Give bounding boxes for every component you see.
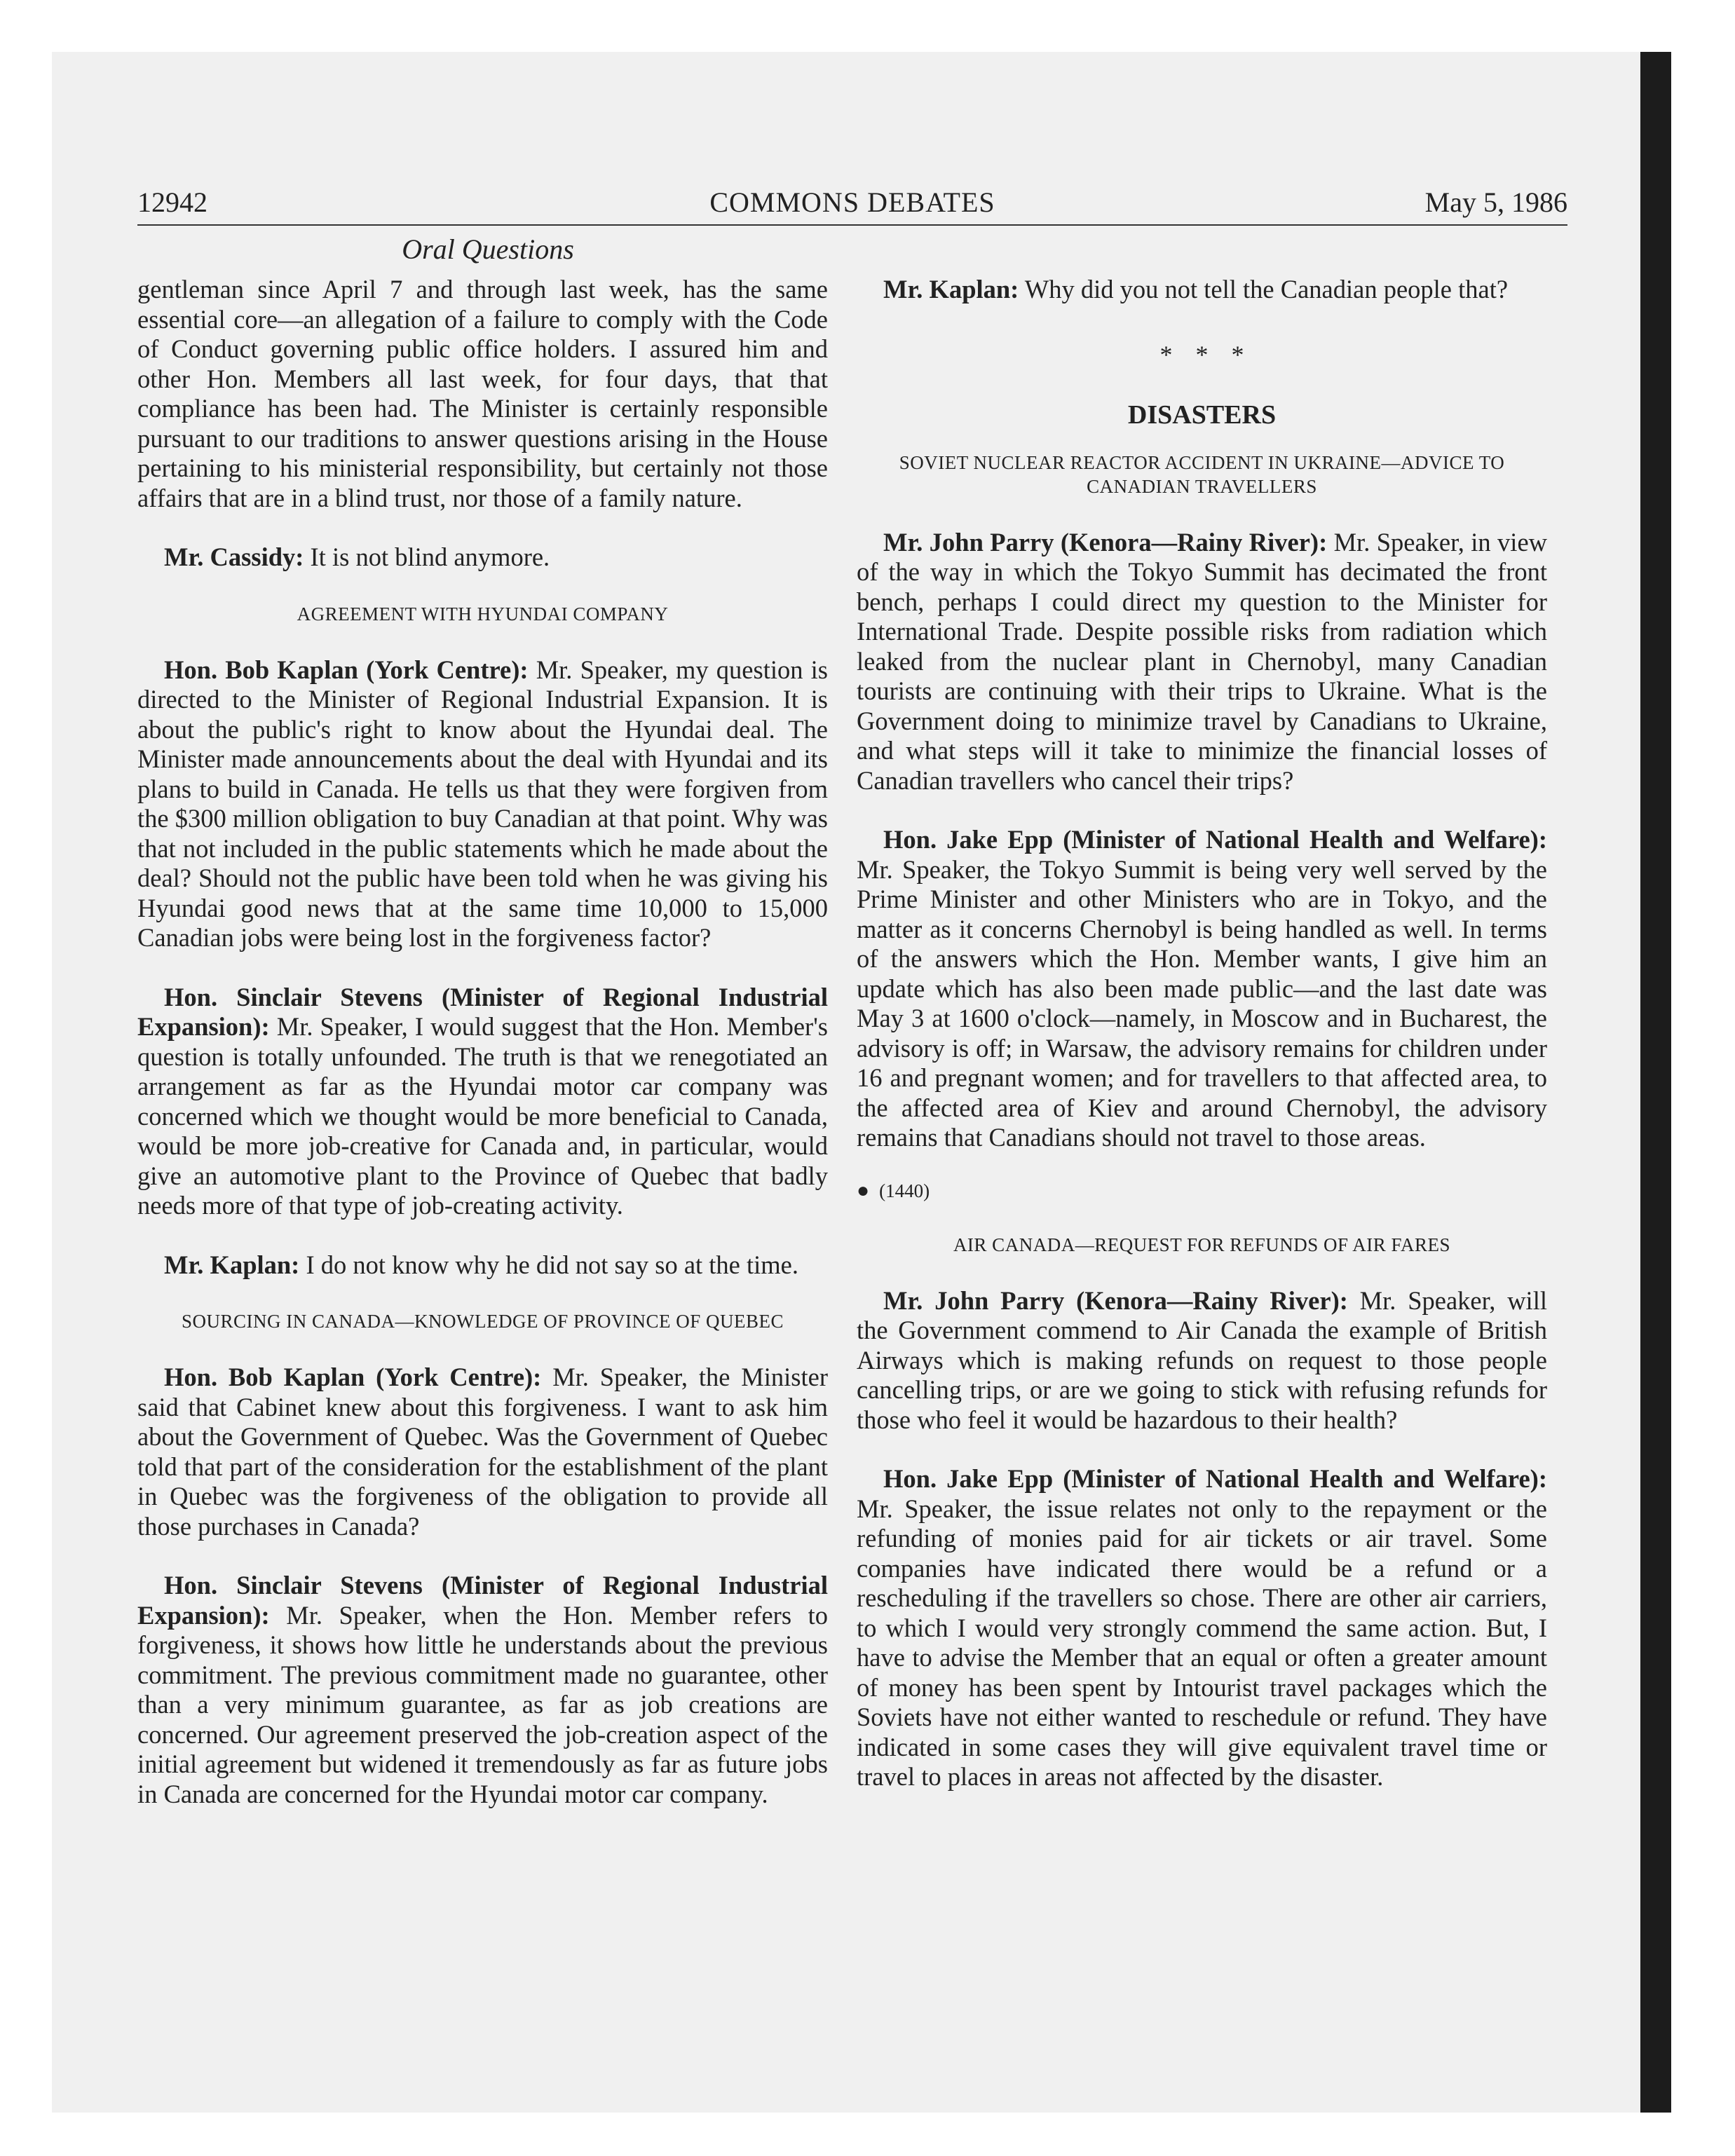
bullet-icon: ●: [857, 1178, 870, 1202]
speech-text: Mr. Speaker, when the Hon. Member refers to forgiveness, it shows how little he understands about the previous commitment. The previous commitment made no guarantee, other than a very minimum guarantee, as far as job creations are concerned. Our agreement preserved the job-creation aspect of the initial agreement but widened it tremendously as far as future jobs in Canada are concerned for the Hyundai motor car company.: [137, 1600, 828, 1808]
paragraph: [137, 983, 828, 1221]
timestamp-marker: [857, 1178, 1547, 1203]
section-title: Oral Questions: [402, 233, 574, 265]
speech-text: Mr. Speaker, the issue relates not only to the repayment or the refunding of monies paid for air tickets or air travel. Some companies have indicated there would be a refund or a rescheduling if the travellers so chose. There are other air carriers, to which I would very strongly commend the same action. But, I have to advise the Member that an equal or often a greater amount of money has been spent by Intourist travel packages which the Soviets have not either wanted to reschedule or refund. They have indicated in some cases they will give equivalent travel time or travel to places in areas not affected by the disaster.: [857, 1494, 1547, 1791]
speech-text: Mr. Speaker, will the Government commend to Air Canada the example of British Airways which is making refunds on request to those people cancelling trips, or are we going to stick with refusing refunds for those who feel it would be hazardous to their health?: [857, 1285, 1547, 1434]
paragraph: gentleman since April 7 and through last week, has the same essential core—an allegation of a failure to comply with the Code of Conduct governing public office holders. I assured him and other Hon. Members all last week, for four days, that that compliance has been had. The Minister is certainly responsible pursuant to our traditions to answer questions arising in the House pertaining to his ministerial responsibility, but certainly not those affairs that are in a blind trust, nor those of a family nature.: [137, 275, 828, 512]
speaker-name: Mr. John Parry (Kenora—Rainy River):: [883, 527, 1328, 557]
paragraph: [137, 1250, 828, 1281]
speaker-name: Mr. Kaplan:: [883, 275, 1019, 303]
right-column: [857, 275, 1547, 1792]
timestamp: (1440): [879, 1180, 930, 1201]
paragraph: [137, 1571, 828, 1809]
speech-text: I do not know why he did not say so at the time.: [299, 1250, 799, 1279]
page-number: 12942: [137, 186, 207, 218]
speech-text: Mr. Speaker, the Minister said that Cabinet knew about this forgiveness. I want to ask him about the Government of Quebec. Was the Government of Quebec told that part of the consideration for the establishment of the plant in Quebec was the forgiveness of the obligation to provide all those purchases in Canada?: [137, 1363, 828, 1541]
page-header: [137, 181, 1567, 226]
paragraph: [137, 543, 828, 573]
speech-text: Mr. Speaker, my question is directed to the Minister of Regional Industrial Expansion. It is about the public's right to know about the Hyundai deal. The Minister made announcements about the deal with Hyundai and its plans to build in Canada. He tells us that they were forgiven from the $300 million obligation to buy Canadian at that point. Why was that not included in the public statements which he made about the deal? Should not the public have been told when he was giving his Hyundai good news that at the same time 10,000 to 15,000 Canadian jobs were being lost in the forgiveness factor?: [137, 655, 828, 952]
paragraph: [137, 655, 828, 953]
paragraph: [857, 528, 1547, 796]
paragraph: [857, 275, 1547, 305]
speech-text: Mr. Speaker, the Tokyo Summit is being very well served by the Prime Minister and other Ministers who are in Tokyo, and the matter as it concerns Chernobyl is being handled as well. In terms of the answers which the Hon. Member wants, I give him an update which has also been made public—and the last date was May 3 at 1600 o'clock—namely, in Moscow and in Bucharest, the advisory is off; in Warsaw, the advisory remains for children under 16 and pregnant women; and for travellers to that affected area, to the affected area of Kiev and around Chernobyl, the advisory remains that Canadians should not travel to those areas.: [857, 854, 1547, 1152]
page-date: May 5, 1986: [1424, 186, 1567, 218]
left-column: [137, 275, 828, 1809]
scan-edge-shadow: [1640, 52, 1671, 2113]
subheading: AGREEMENT WITH HYUNDAI COMPANY: [297, 603, 669, 625]
speech-text: Why did you not tell the Canadian people that?: [1019, 275, 1509, 303]
speaker-name: Hon. Bob Kaplan (York Centre):: [164, 655, 529, 684]
speaker-name: Mr. Kaplan:: [164, 1250, 300, 1279]
section-separator: * * *: [1159, 340, 1244, 369]
paragraph: [857, 825, 1547, 1153]
speaker-name: Hon. Sinclair Stevens (Minister of Regional Industrial Expansion):: [137, 1571, 828, 1630]
subheading: SOURCING IN CANADA—KNOWLEDGE OF PROVINCE OF QUEBEC: [181, 1311, 784, 1332]
speaker-name: Hon. Bob Kaplan (York Centre):: [164, 1363, 542, 1391]
subheading: AIR CANADA—REQUEST FOR REFUNDS OF AIR FARES: [953, 1234, 1451, 1255]
speaker-name: Hon. Sinclair Stevens (Minister of Regional Industrial Expansion):: [137, 982, 828, 1041]
speaker-name: Hon. Jake Epp (Minister of National Health and Welfare):: [883, 825, 1547, 854]
section-heading: DISASTERS: [1127, 400, 1277, 430]
paragraph: [857, 1464, 1547, 1792]
speaker-name: Mr. Cassidy:: [164, 543, 304, 571]
journal-title: COMMONS DEBATES: [709, 186, 995, 218]
speech-text: Mr. Speaker, I would suggest that the Hon. Member's question is totally unfounded. The truth is that we renegotiated an arrangement as far as the Hyundai motor car company was concerned which we thought would be more beneficial to Canada, would be more job-creative for Canada and, in particular, would give an automotive plant to the Province of Quebec that badly needs more of that type of job-creating activity.: [137, 1012, 828, 1220]
paragraph: [857, 1286, 1547, 1435]
paragraph: [137, 1363, 828, 1541]
speaker-name: Hon. Jake Epp (Minister of National Health and Welfare):: [883, 1464, 1547, 1493]
speech-text: Mr. Speaker, in view of the way in which the Tokyo Summit has decimated the front bench, perhaps I could direct my question to the Minister for International Trade. Despite possible risks from radiation which leaked from the nuclear plant in Chernobyl, many Canadian tourists are continuing with their trips to Ukraine. What is the Government doing to minimize travel by Canadians to Ukraine, and what steps will it take to minimize the financial losses of Canadian travellers who cancel their trips?: [857, 527, 1548, 795]
speaker-name: Mr. John Parry (Kenora—Rainy River):: [883, 1285, 1348, 1315]
subheading: SOVIET NUCLEAR REACTOR ACCIDENT IN UKRAINE—ADVICE TO CANADIAN TRAVELLERS: [899, 451, 1505, 497]
speech-text: It is not blind anymore.: [304, 543, 550, 571]
